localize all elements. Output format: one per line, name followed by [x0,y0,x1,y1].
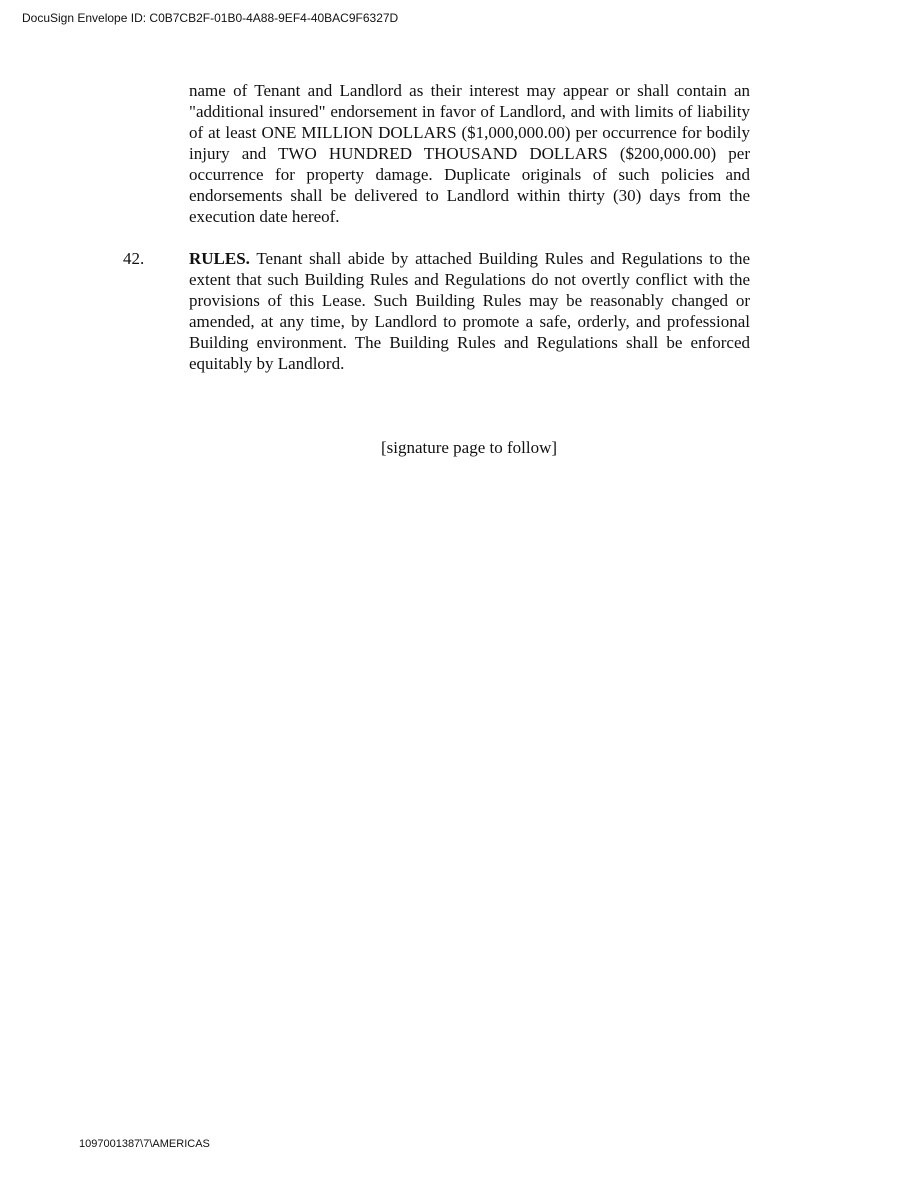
continuation-paragraph: name of Tenant and Landlord as their interest may appear or shall contain an "additional insured" endorsement in favor of Landlord, and with limits of liability of at least ONE MILLION DOLLARS ($1,000,000.00) per occurrence for bodily injury and TWO HUNDRED THOUSAND DOLLARS ($200,000.00) per occurrence for property damage. Duplicate originals of such policies and endorsements shall be delivered to Landlord within thirty (30) days from the execution date hereof. [189,81,750,226]
signature-note: [signature page to follow] [380,438,558,457]
section-heading: RULES. [189,249,250,268]
envelope-id: DocuSign Envelope ID: C0B7CB2F-01B0-4A88-9EF4-40BAC9F6327D [22,11,399,25]
section-number: 42. [123,249,145,268]
section-text: Tenant shall abide by attached Building Rules and Regulations to the extent that such Building Rules and Regulations do not overtly conflict with the provisions of this Lease. Such Building Rules may be reasonably changed or amended, at any time, by Landlord to promote a safe, orderly, and professional Building environment. The Building Rules and Regulations shall be enforced equitably by Landlord. [189,249,750,373]
document-code: 1097001387\7\AMERICAS [79,1138,210,1150]
section-body [189,248,750,374]
